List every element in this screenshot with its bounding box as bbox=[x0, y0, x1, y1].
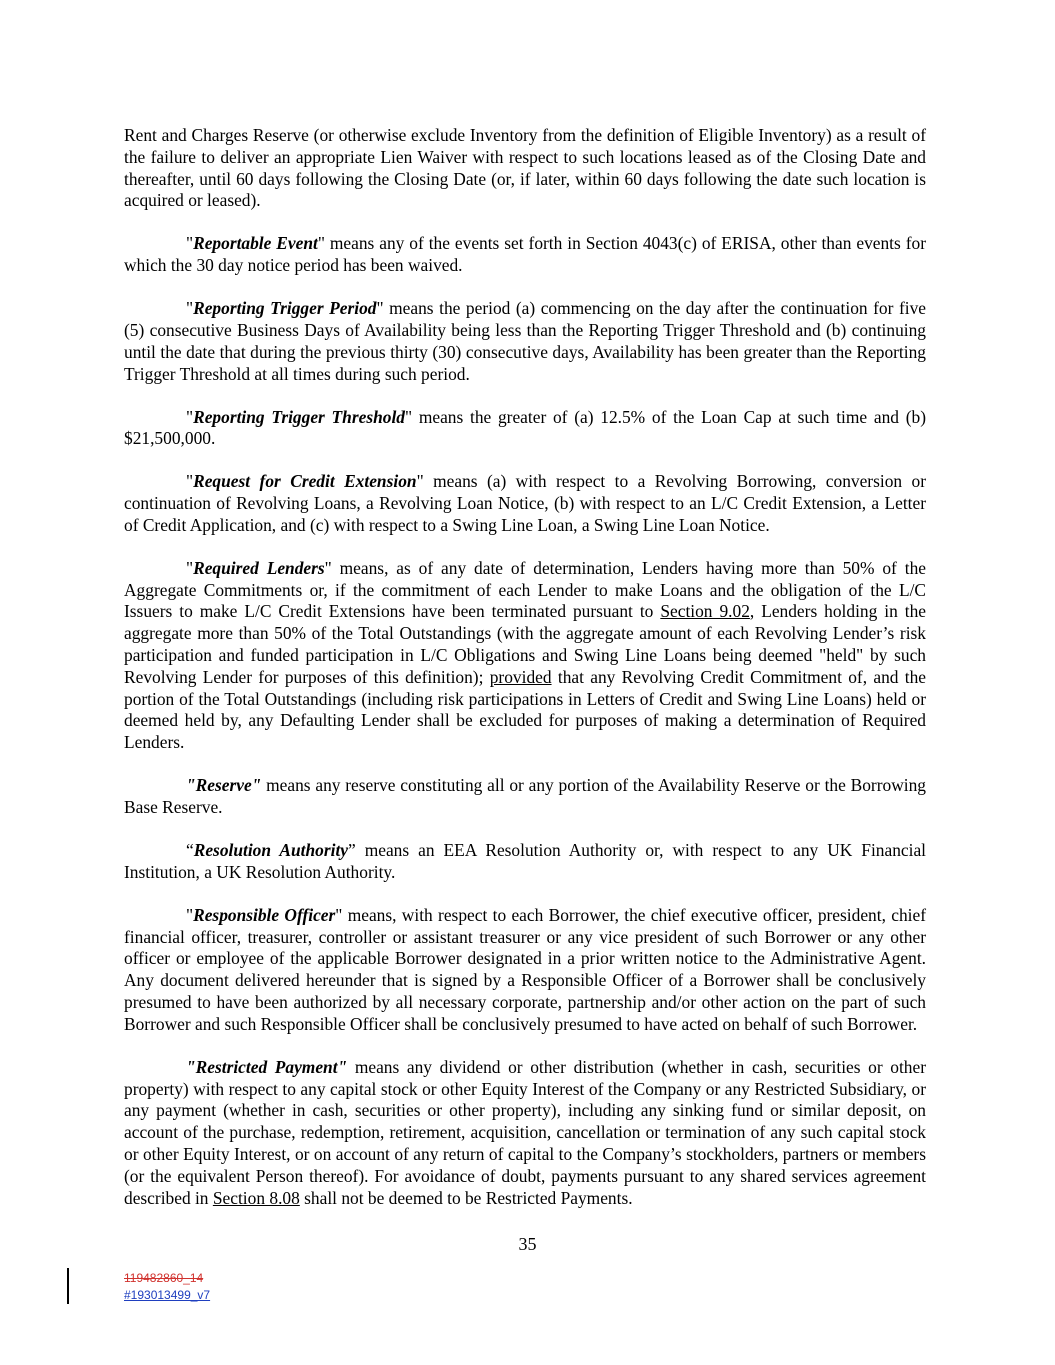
deleted-document-id: 119482860_14 bbox=[124, 1271, 204, 1285]
page-number: 35 bbox=[518, 1234, 537, 1254]
provided-clause: provided bbox=[489, 666, 552, 687]
definition-text: means any reserve constituting all or any portion of the Availability Reserve or the Borrowing Base Reserve. bbox=[124, 775, 926, 818]
revision-change-bar bbox=[67, 1268, 69, 1304]
definition-reporting-trigger-threshold bbox=[124, 407, 926, 451]
definition-text: ” means an EEA Resolution Authority or, with respect to any UK Financial Institution, a UK Resolution Authority. bbox=[124, 840, 927, 882]
definition-text: " means any of the events set forth in Section 4043(c) of ERISA, other than events for which the 30 day notice period has been waived. bbox=[124, 233, 926, 276]
definition-reporting-trigger-period bbox=[124, 298, 926, 385]
definition-text: " means the greater of (a) 12.5% of the Loan Cap at such time and (b) $21,500,000. bbox=[124, 406, 926, 449]
defined-term: "Reserve" bbox=[186, 775, 262, 796]
open-quote: " bbox=[186, 233, 194, 254]
defined-term: "Restricted Payment" bbox=[186, 1056, 348, 1077]
open-quote: " bbox=[186, 406, 194, 427]
definition-resolution-authority bbox=[124, 840, 926, 884]
section-reference-link[interactable]: Section 9.02 bbox=[660, 601, 750, 622]
defined-term: Reporting Trigger Threshold bbox=[193, 406, 405, 427]
definition-text: " means (a) with respect to a Revolving Borrowing, conversion or continuation of Revolving Loans, a Revolving Loan Notice, (b) with respect to an L/C Credit Extension, a Letter of Credit Application, and (c) with respect to a Swing Line Loan, a Swing Line Loan Notice. bbox=[124, 471, 926, 535]
defined-term: Required Lenders bbox=[193, 557, 325, 578]
open-quote: " bbox=[186, 298, 194, 319]
open-quote: " bbox=[186, 557, 194, 578]
definition-request-for-credit-extension bbox=[124, 471, 926, 536]
defined-term: Request for Credit Extension bbox=[193, 471, 417, 492]
document-body bbox=[124, 125, 926, 1231]
definition-text: , Lenders holding in the aggregate more than 50% of the Total Outstandings (with the aggregate amount of each Revolving Lender’s risk participation and funded participation in L/C Obligations and Swing Line Loans being deemed "held" by such Revolving Lender for purposes of this definition); bbox=[124, 601, 926, 687]
definition-text: that any Revolving Credit Commitment of, and the portion of the Total Outstandings (including risk participations in Letters of Credit and Swing Line Loans) held or deemed held by, any Defaulting Lender shall be excluded for purposes of making a determination of Required Lenders. bbox=[124, 666, 927, 753]
definition-restricted-payment bbox=[124, 1057, 926, 1210]
open-quote: “ bbox=[186, 840, 194, 861]
intro-paragraph: Rent and Charges Reserve (or otherwise exclude Inventory from the definition of Eligible Inventory) as a result of the failure to deliver an appropriate Lien Waiver with respect to such locations leased as of the Closing Date and thereafter, until 60 days following the Closing Date (or, if later, within 60 days following the date such location is acquired or leased). bbox=[124, 125, 926, 211]
open-quote: " bbox=[186, 471, 194, 492]
definition-required-lenders bbox=[124, 558, 926, 754]
definition-text: " means, as of any date of determination, Lenders having more than 50% of the Aggregate Commitments or, if the commitment of each Lender to make Loans and the obligation of the L/C Issuers to make L/C Credit Extensions have been terminated pursuant to bbox=[124, 557, 926, 622]
defined-term: Responsible Officer bbox=[193, 904, 336, 925]
defined-term: Resolution Authority bbox=[193, 840, 349, 861]
definition-reserve bbox=[124, 775, 926, 819]
inserted-document-id: #193013499_v7 bbox=[124, 1288, 211, 1302]
definition-text: means any dividend or other distribution (whether in cash, securities or other property) with respect to any capital stock or other Equity Interest of the Company or any Restricted Subsidiary, or any payment (whether in cash, securities or other property), including any sinking fund or similar deposit, on account of the purchase, redemption, retirement, acquisition, cancellation or termination of any such capital stock or other Equity Interest, or on account of any return of capital to the Company’s stockholders, partners or members (or the equivalent Person thereof). For avoidance of doubt, payments pursuant to any shared services agreement described in bbox=[124, 1056, 926, 1208]
definition-responsible-officer bbox=[124, 905, 926, 1036]
definition-text: " means, with respect to each Borrower, the chief executive officer, president, chief financial officer, treasurer, controller or assistant treasurer or any vice president of such Borrower or any other officer or employee of the applicable Borrower designated in a prior written notice to the Administrative Agent. Any document delivered hereunder that is signed by a Responsible Officer of a Borrower shall be conclusively presumed to have been authorized by all necessary corporate, partnership and/or other action on the part of such Borrower and such Responsible Officer shall be conclusively presumed to have acted on behalf of such Borrower. bbox=[124, 904, 926, 1034]
definition-text: " means the period (a) commencing on the day after the continuation for five (5) consecutive Business Days of Availability being less than the Reporting Trigger Threshold and (b) continuing until the date that during the previous thirty (30) consecutive days, Availability has been greater than the Reporting Trigger Threshold at all times during such period. bbox=[124, 298, 926, 384]
defined-term: Reportable Event bbox=[193, 233, 318, 254]
definition-text: shall not be deemed to be Restricted Payments. bbox=[299, 1187, 633, 1208]
open-quote: " bbox=[186, 904, 194, 925]
section-reference-link[interactable]: Section 8.08 bbox=[212, 1187, 300, 1208]
defined-term: Reporting Trigger Period bbox=[193, 298, 377, 319]
definition-reportable-event bbox=[124, 233, 926, 277]
